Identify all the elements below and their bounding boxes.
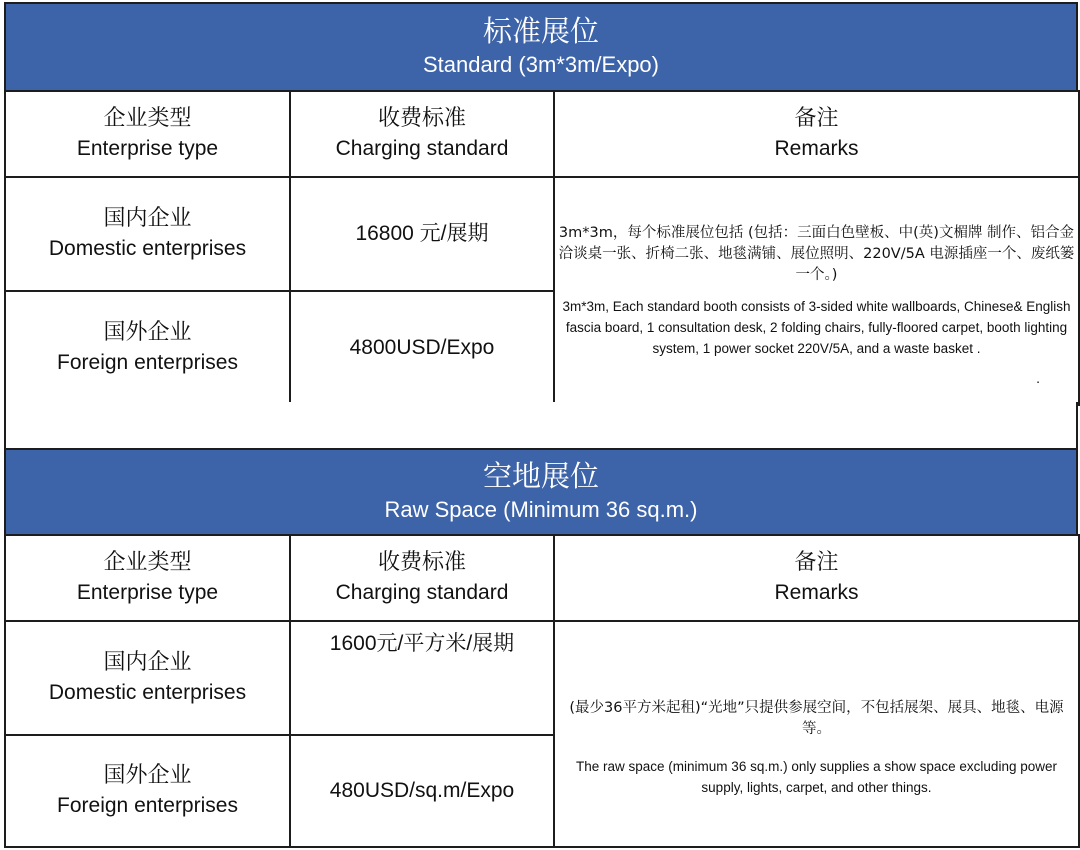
enterprise-type-cell: 国外企业 Foreign enterprises <box>5 735 290 847</box>
remark-en-text: The raw space (minimum 36 sq.m.) only supplies a show space excluding power supply, lights, carpet, and other things. <box>576 759 1057 795</box>
table-row <box>5 177 1079 291</box>
remark-zh-text: 3m*3m，每个标准展位包括 (包括：三面白色壁板、中(英)文楣牌 制作、铝合金洽谈桌一张、折椅二张、地毯满铺、展位照明、220V/5A 电源插座一个、废纸篓一个。) <box>558 225 1075 283</box>
enterprise-type-cell: 国外企业 Foreign enterprises <box>5 291 290 405</box>
charging-standard-header: 收费标准 Charging standard <box>290 91 554 177</box>
raw-remarks-cell <box>554 621 1079 847</box>
price-cell: 4800USD/Expo <box>290 291 554 405</box>
price-cell: 16800 元/展期 <box>290 177 554 291</box>
raw-space-table <box>4 534 1080 848</box>
section-spacer <box>4 402 1078 450</box>
enterprise-type-cell: 国内企业 Domestic enterprises <box>5 621 290 735</box>
remark-zh-text: (最少36平方米起租)“光地”只提供参展空间，不包括展架、展具、地毯、电源等。 <box>569 700 1064 737</box>
table-row <box>5 621 1079 735</box>
remark-dot: . <box>1036 370 1040 386</box>
remark-en-text: 3m*3m, Each standard booth consists of 3-sided white wallboards, Chinese& English fascia board, 1 consultation desk, 2 folding chairs, fully-floored carpet, booth lighting system, 1 power socket 220V/5A, and a waste basket . <box>562 299 1071 356</box>
enterprise-type-cell: 国内企业 Domestic enterprises <box>5 177 290 291</box>
enterprise-type-header: 企业类型 Enterprise type <box>5 91 290 177</box>
standard-title-zh: 标准展位 <box>482 14 599 48</box>
charging-standard-header: 收费标准 Charging standard <box>290 535 554 621</box>
raw-title-zh: 空地展位 <box>482 459 599 493</box>
table-header-row <box>5 91 1079 177</box>
table-header-row <box>5 535 1079 621</box>
raw-title-en: Raw Space (Minimum 36 sq.m.) <box>384 497 698 522</box>
remarks-header: 备注 Remarks <box>554 91 1079 177</box>
standard-booth-table <box>4 90 1080 406</box>
price-cell: 480USD/sq.m/Expo <box>290 735 554 847</box>
standard-remarks-cell <box>554 177 1079 405</box>
standard-title-en: Standard (3m*3m/Expo) <box>423 52 659 77</box>
enterprise-type-header: 企业类型 Enterprise type <box>5 535 290 621</box>
remarks-header: 备注 Remarks <box>554 535 1079 621</box>
raw-space-header <box>4 448 1078 536</box>
standard-booth-header <box>4 2 1078 92</box>
price-cell: 1600元/平方米/展期 <box>290 621 554 735</box>
